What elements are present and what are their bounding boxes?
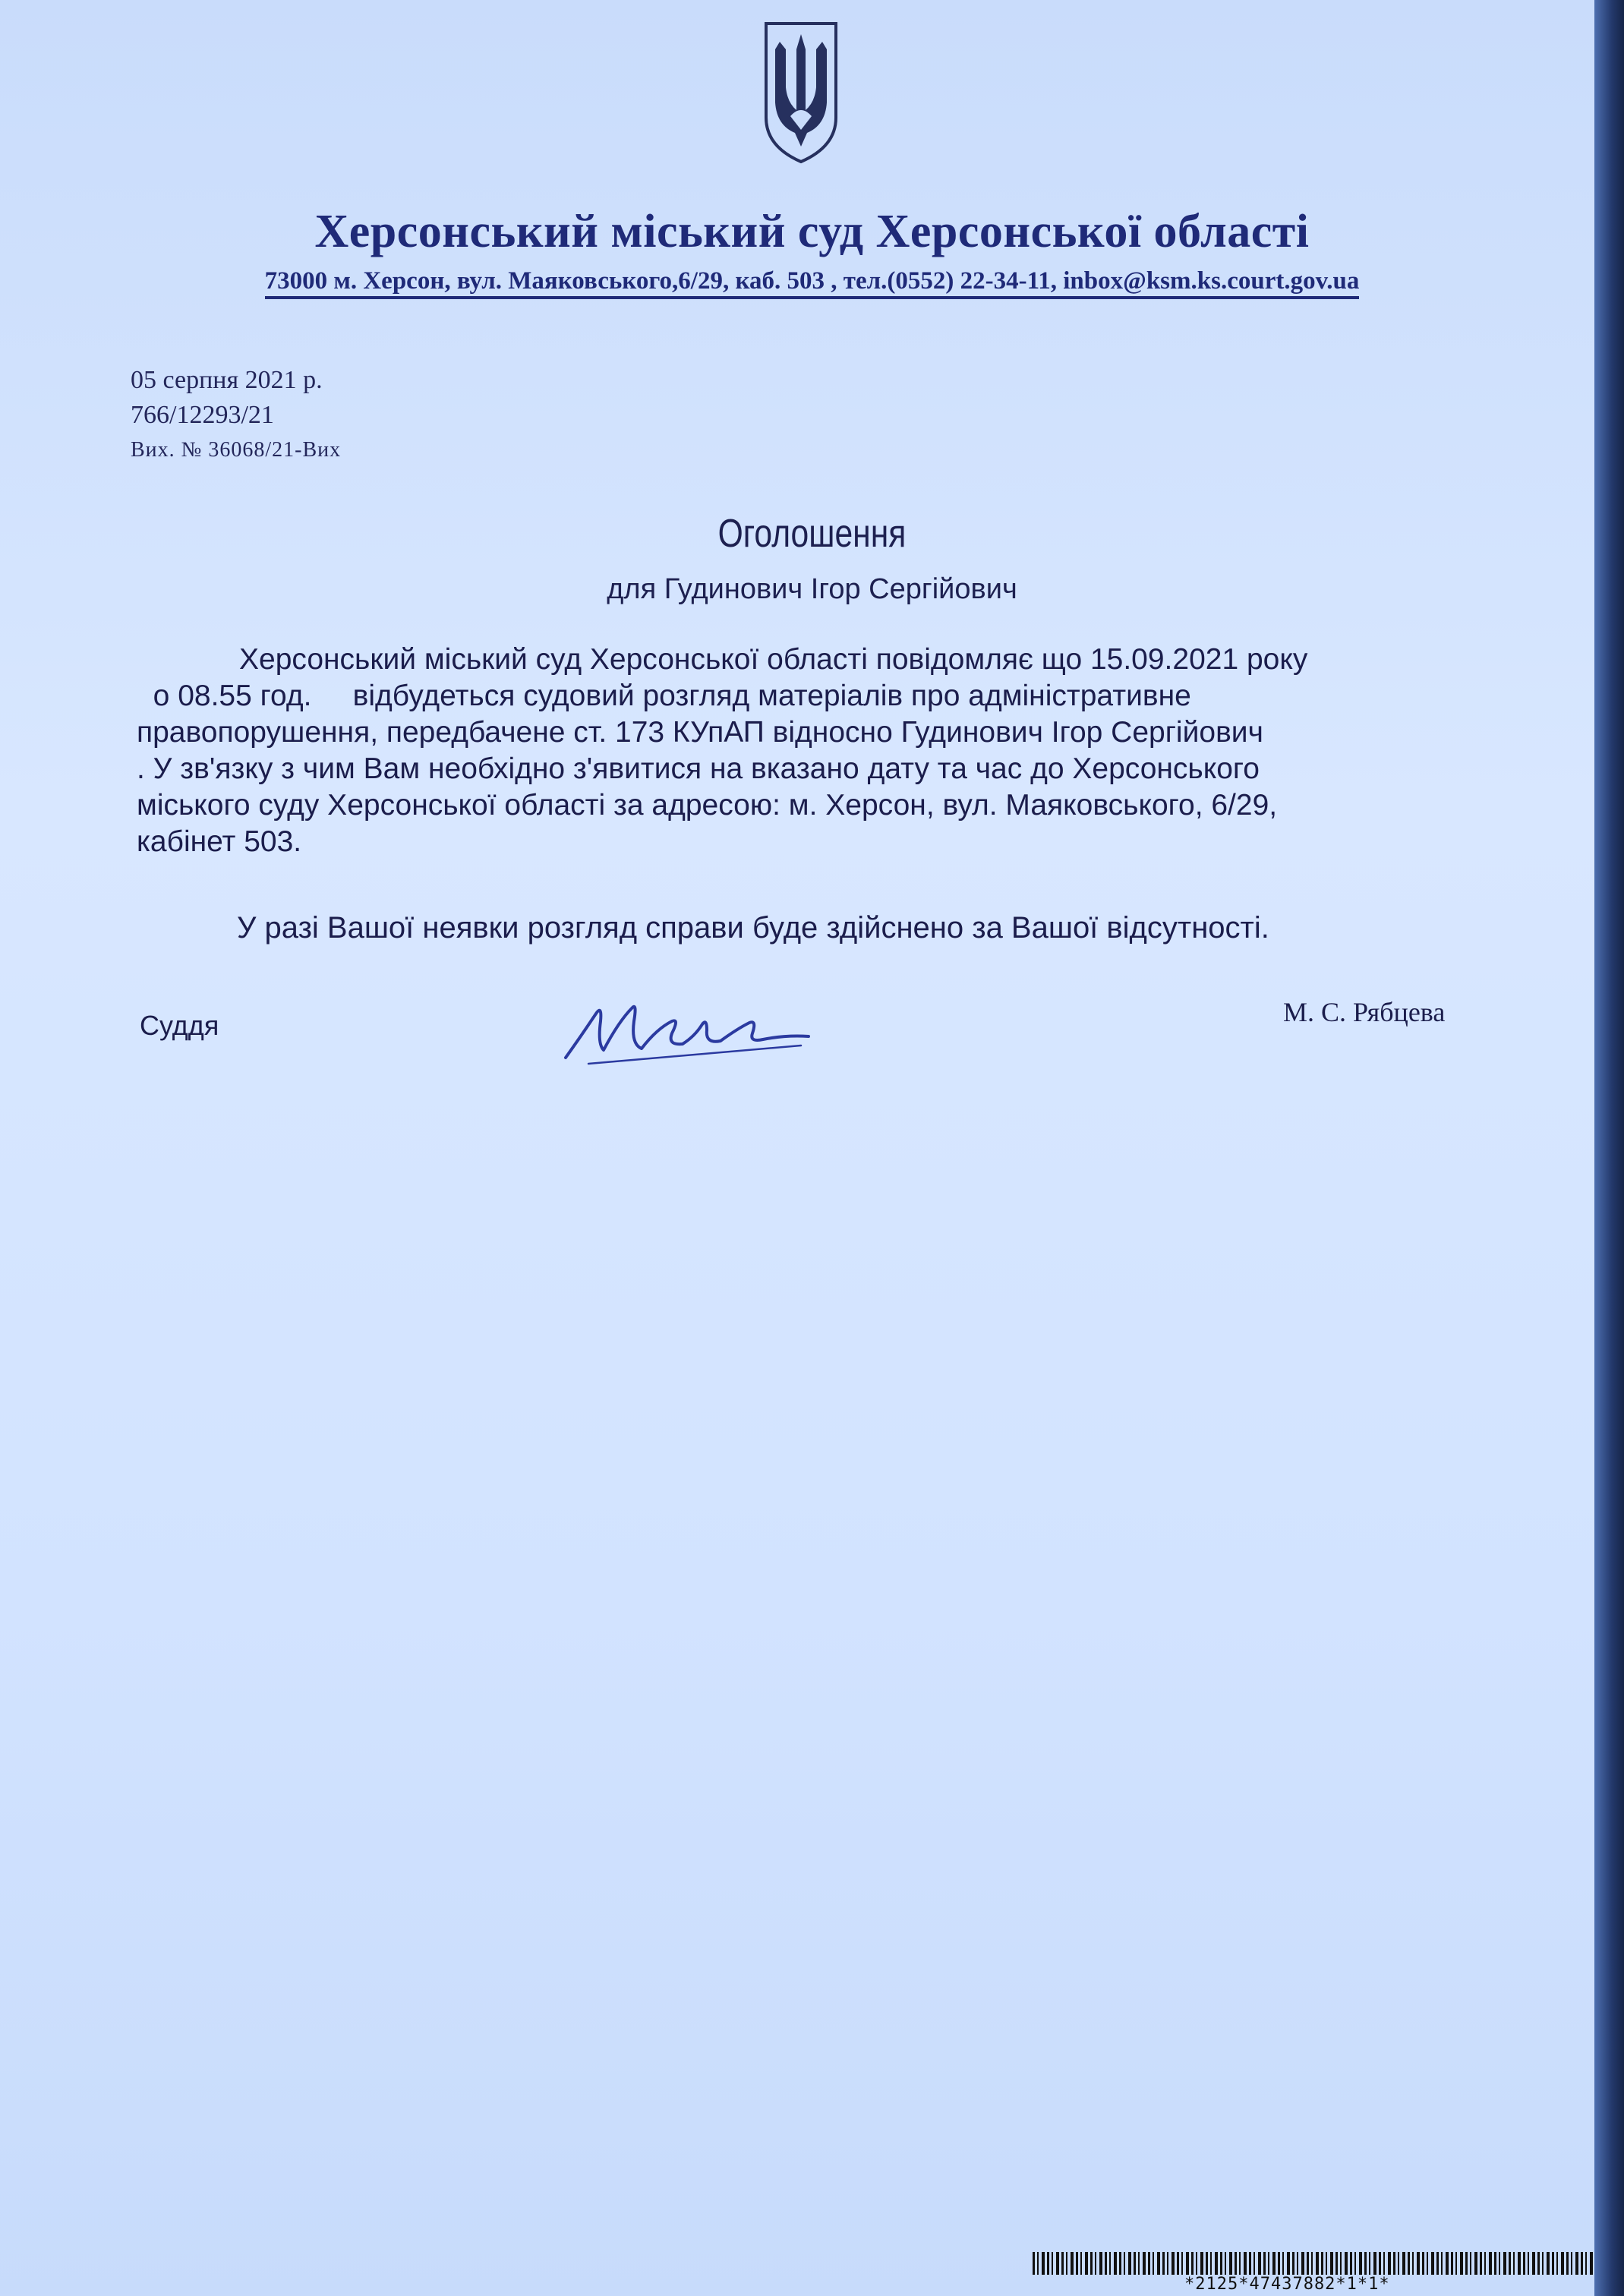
outgoing-reference: Вих. № 36068/21-Вих (131, 438, 342, 462)
barcode-number: *2125*47437882*1*1* (1184, 2275, 1390, 2294)
body-line: кабінет 503. (137, 825, 302, 858)
court-address-text: 73000 м. Херсон, вул. Маяковського,6/29, каб. 503 , тел.(0552) 22-34-11, inbox@ksm.ks.court.gov.ua (265, 267, 1360, 299)
document-date: 05 серпня 2021 р. (131, 366, 323, 394)
document-meta (131, 363, 341, 468)
document-recipient: для Гудинович Ігор Сергійович (607, 573, 1017, 605)
court-name-heading: Херсонський міський суд Херсонської області (314, 206, 1310, 257)
body-line: міського суду Херсонської області за адресою: м. Херсон, вул. Маяковського, 6/29, (137, 789, 1278, 822)
document-title: Оголошення (717, 512, 907, 556)
handwritten-signature (558, 991, 816, 1074)
body-line: о 08.55 год. відбудеться судовий розгляд матеріалів про адміністративне (137, 680, 1191, 712)
announcement-body (137, 642, 1496, 860)
body-line: правопорушення, передбачене ст. 173 КУпАП відносно Гудинович Ігор Сергійович (137, 716, 1263, 749)
absence-notice: У разі Вашої неявки розгляд справи буде здійснено за Вашої відсутності. (237, 911, 1269, 945)
body-line: . У зв'язку з чим Вам необхідно з'явитися на вказано дату та час до Херсонського (137, 752, 1260, 785)
page-edge-shadow (1594, 0, 1624, 2296)
court-address (0, 267, 1624, 295)
body-line: Херсонський міський суд Херсонської області повідомляє що 15.09.2021 року (239, 643, 1308, 676)
judge-role-label: Суддя (140, 1010, 219, 1041)
trident-emblem-icon (762, 19, 840, 165)
judge-name: М. С. Рябцева (1283, 997, 1446, 1027)
document-barcode (1033, 2252, 1594, 2275)
case-number: 766/12293/21 (131, 401, 274, 429)
